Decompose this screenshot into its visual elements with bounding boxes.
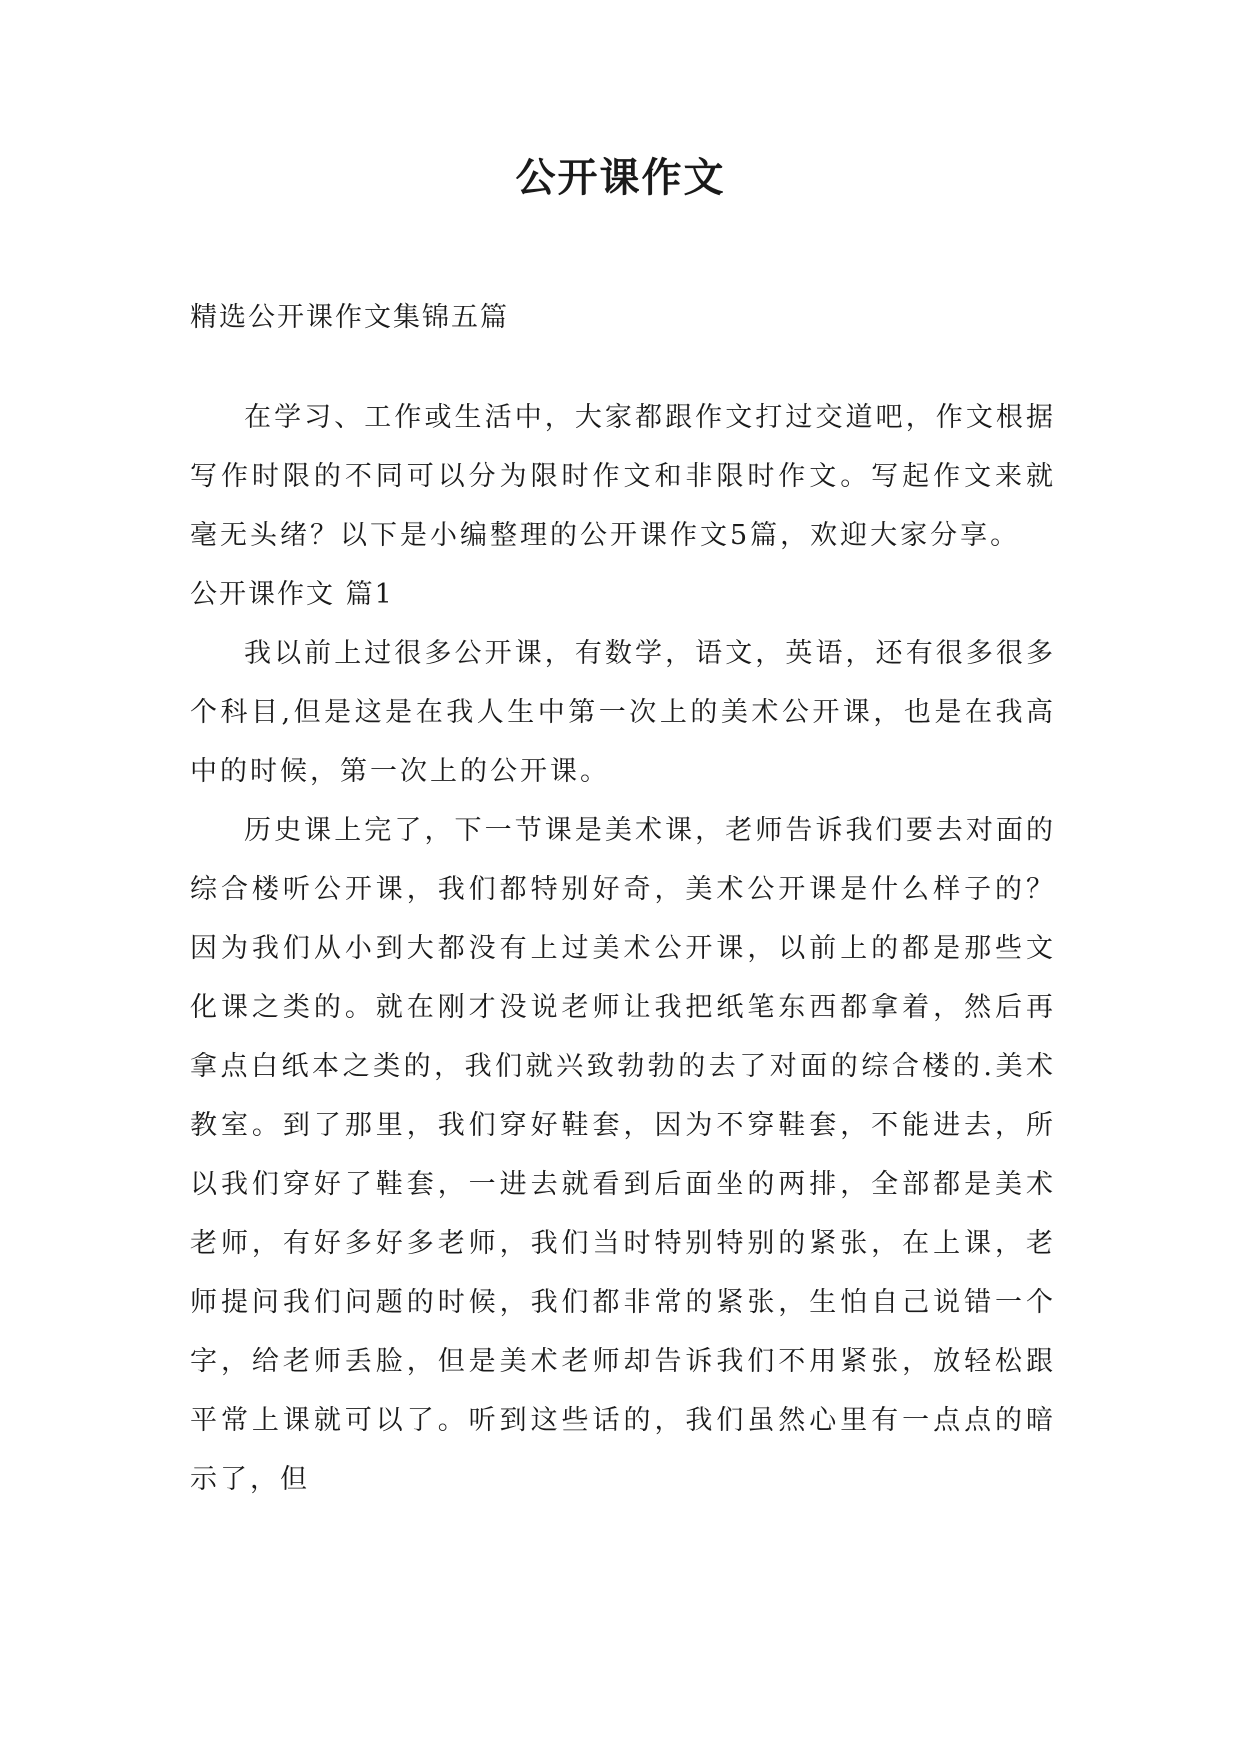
document-title: 公开课作文 xyxy=(515,155,726,201)
body-paragraph: 我以前上过很多公开课，有数学，语文，英语，还有很多很多个科目,但是这是在我人生中第一次上的美术公开课，也是在我高中的时候，第一次上的公开课。 xyxy=(190,638,1056,787)
document-subtitle: 精选公开课作文集锦五篇 xyxy=(190,302,509,333)
body-paragraph: 历史课上完了，下一节课是美术课，老师告诉我们要去对面的综合楼听公开课，我们都特别好奇，美术公开课是什么样子的？因为我们从小到大都没有上过美术公开课，以前上的都是那些文化课之类的。就在刚才没说老师让我把纸笔东西都拿着，然后再拿点白纸本之类的，我们就兴致勃勃的去了对面的综合楼的.美术教室。到了那里，我们穿好鞋套，因为不穿鞋套，不能进去，所以我们穿好了鞋套，一进去就看到后面坐的两排，全部都是美术老师，有好多好多老师，我们当时特别特别的紧张，在上课，老师提问我们问题的时候，我们都非常的紧张，生怕自己说错一个字，给老师丢脸，但是美术老师却告诉我们不用紧张，放轻松跟平常上课就可以了。听到这些话的，我们虽然心里有一点点的暗示了，但 xyxy=(190,815,1056,1495)
section-heading: 公开课作文 篇1 xyxy=(190,579,394,610)
document-body xyxy=(190,288,1056,1509)
intro-paragraph: 在学习、工作或生活中，大家都跟作文打过交道吧，作文根据写作时限的不同可以分为限时作文和非限时作文。写起作文来就毫无头绪？以下是小编整理的公开课作文5篇，欢迎大家分享。 xyxy=(190,402,1056,551)
